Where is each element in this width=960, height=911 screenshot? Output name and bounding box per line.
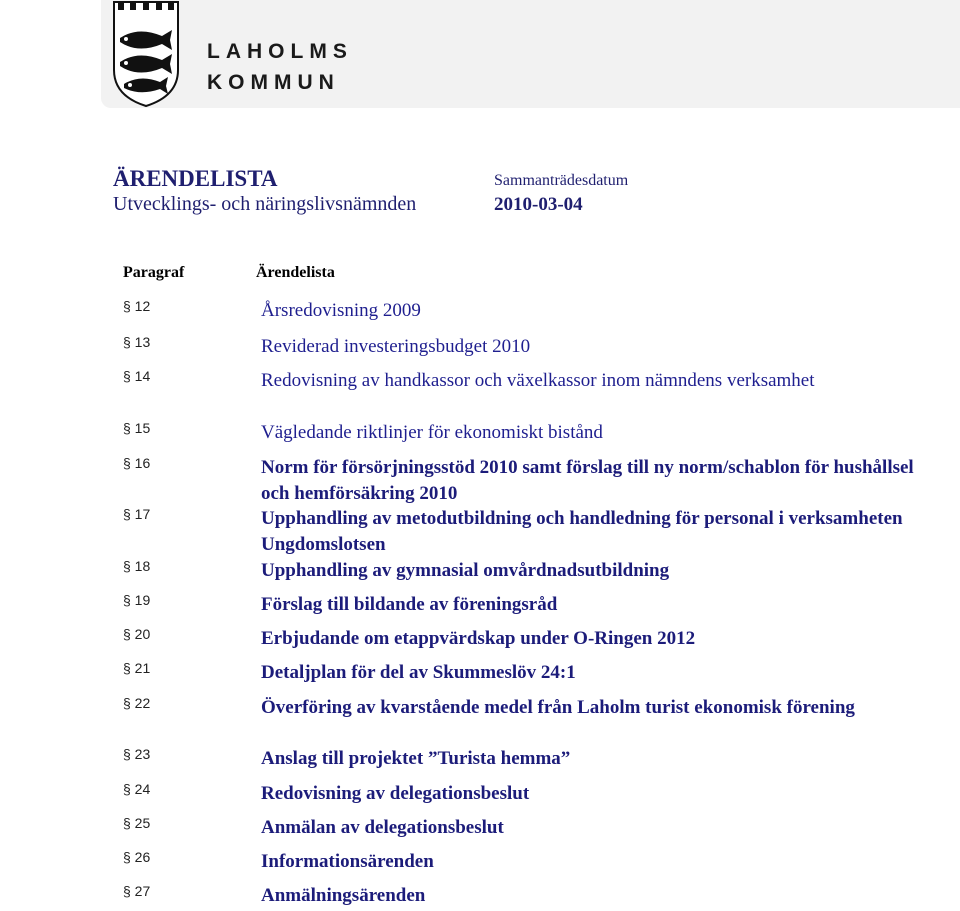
paragraph-number: § 18 (123, 558, 151, 574)
paragraph-number: § 13 (123, 334, 151, 350)
paragraph-number: § 15 (123, 420, 151, 436)
paragraph-number: § 16 (123, 455, 151, 471)
paragraph-number: § 23 (123, 746, 151, 762)
column-header-case: Ärendelista (256, 264, 335, 281)
paragraph-number: § 14 (123, 368, 151, 384)
case-title: Upphandling av gymnasial omvårdnadsutbildning (261, 560, 670, 581)
case-title: Detaljplan för del av Skummeslöv 24:1 (261, 662, 576, 683)
paragraph-number: § 22 (123, 695, 151, 711)
case-title: Norm för försörjningsstöd 2010 samt förslag till ny norm/schablon för hushållsel och hemförsäkring 2010 (261, 457, 914, 504)
municipality-logo-text (207, 36, 353, 98)
logo-line-1: LAHOLMS (207, 40, 353, 63)
paragraph-number: § 25 (123, 815, 151, 831)
paragraph-number: § 19 (123, 592, 151, 608)
paragraph-number: § 27 (123, 883, 151, 899)
case-title: Årsredovisning 2009 (261, 300, 421, 321)
case-title: Reviderad investeringsbudget 2010 (261, 336, 531, 357)
paragraph-number: § 21 (123, 660, 151, 676)
paragraph-number: § 26 (123, 849, 151, 865)
case-title: Vägledande riktlinjer för ekonomiskt bistånd (261, 422, 603, 443)
column-header-paragraph: Paragraf (123, 264, 185, 281)
case-title: Förslag till bildande av föreningsråd (261, 594, 558, 615)
meeting-date: 2010-03-04 (494, 194, 583, 215)
case-title: Upphandling av metodutbildning och handledning för personal i verksamheten Ungdomslotsen (261, 508, 903, 555)
paragraph-number: § 24 (123, 781, 151, 797)
case-title: Redovisning av delegationsbeslut (261, 783, 530, 804)
case-title: Anmälningsärenden (261, 885, 426, 906)
case-title: Anmälan av delegationsbeslut (261, 817, 504, 838)
meeting-date-label: Sammanträdesdatum (494, 172, 629, 189)
case-title: Överföring av kvarstående medel från Laholm turist ekonomisk förening (261, 697, 855, 718)
case-title: Informationsärenden (261, 851, 434, 872)
paragraph-number: § 12 (123, 298, 151, 314)
page-title: ÄRENDELISTA (113, 166, 278, 191)
logo-line-2: KOMMUN (207, 71, 340, 94)
case-title: Redovisning av handkassor och växelkassor inom nämndens verksamhet (261, 370, 815, 391)
paragraph-number: § 20 (123, 626, 151, 642)
municipal-coat-of-arms-icon (108, 0, 184, 108)
committee-name: Utvecklings- och näringslivsnämnden (113, 193, 417, 215)
case-title: Erbjudande om etappvärdskap under O-Ringen 2012 (261, 628, 696, 649)
paragraph-number: § 17 (123, 506, 151, 522)
case-title: Anslag till projektet ”Turista hemma” (261, 748, 571, 769)
